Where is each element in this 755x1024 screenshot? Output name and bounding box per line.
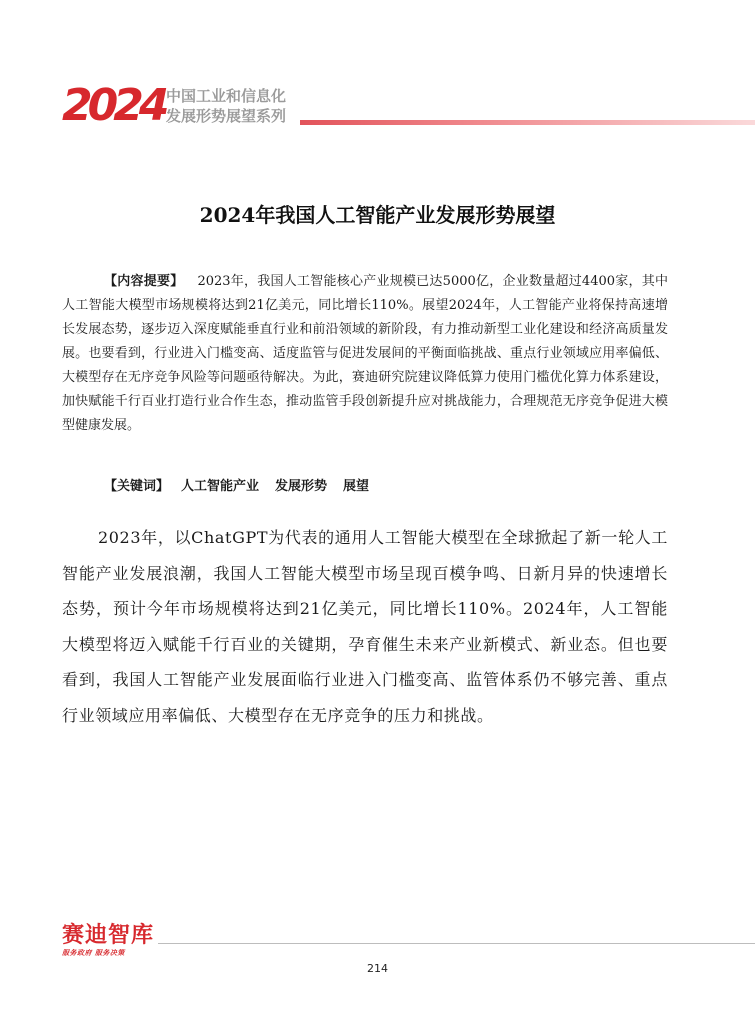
series-title-line-1: 中国工业和信息化	[166, 87, 287, 105]
keyword-item: 发展形势	[275, 479, 328, 494]
article-title: 2024年我国人工智能产业发展形势展望	[199, 203, 556, 227]
footer-logo-text: 赛迪智库	[62, 923, 155, 948]
abstract-label: 【内容提要】	[104, 274, 184, 289]
keyword-item: 人工智能产业	[181, 479, 260, 494]
year-logo: 2024	[62, 80, 165, 131]
series-title-line-2: 发展形势展望系列	[166, 107, 287, 125]
page-number: 214	[367, 962, 388, 975]
footer-logo	[62, 924, 182, 964]
footer-logo-tagline: 服务政府 服务决策	[62, 949, 125, 957]
keywords-label: 【关键词】	[104, 479, 170, 494]
footer-divider	[158, 943, 755, 944]
keyword-item: 展望	[343, 479, 370, 494]
abstract-text: 2023年，我国人工智能核心产业规模已达5000亿，企业数量超过4400家，其中人工智能大模型市场规模将达到21亿美元，同比增长110%。展望2024年，人工智能产业将保持高速增长发展态势，逐步迈入深度赋能垂直行业和前沿领域的新阶段，有力推动新型工业化建设和经济高质量发展。也要看到，行业进入门槛变高、适度监管与促进发展间的平衡面临挑战、重点行业领域应用率偏低、大模型存在无序竞争风险等问题亟待解决。为此，赛迪研究院建议降低算力使用门槛优化算力体系建设，加快赋能千行百业打造行业合作生态，推动监管手段创新提升应对挑战能力，合理规范无序竞争促进大模型健康发展。	[62, 274, 668, 433]
abstract	[62, 270, 668, 438]
header-divider	[300, 120, 755, 125]
keywords	[104, 475, 664, 499]
page-header	[0, 0, 755, 140]
body-paragraph: 2023年，以ChatGPT为代表的通用人工智能大模型在全球掀起了新一轮人工智能产业发展浪潮，我国人工智能大模型市场呈现百模争鸣、日新月异的快速增长态势，预计今年市场规模将达到21亿美元，同比增长110%。2024年，人工智能大模型将迈入赋能千行百业的关键期，孕育催生未来产业新模式、新业态。但也要看到，我国人工智能产业发展面临行业进入门槛变高、监管体系仍不够完善、重点行业领域应用率偏低、大模型存在无序竞争的压力和挑战。	[62, 528, 668, 725]
